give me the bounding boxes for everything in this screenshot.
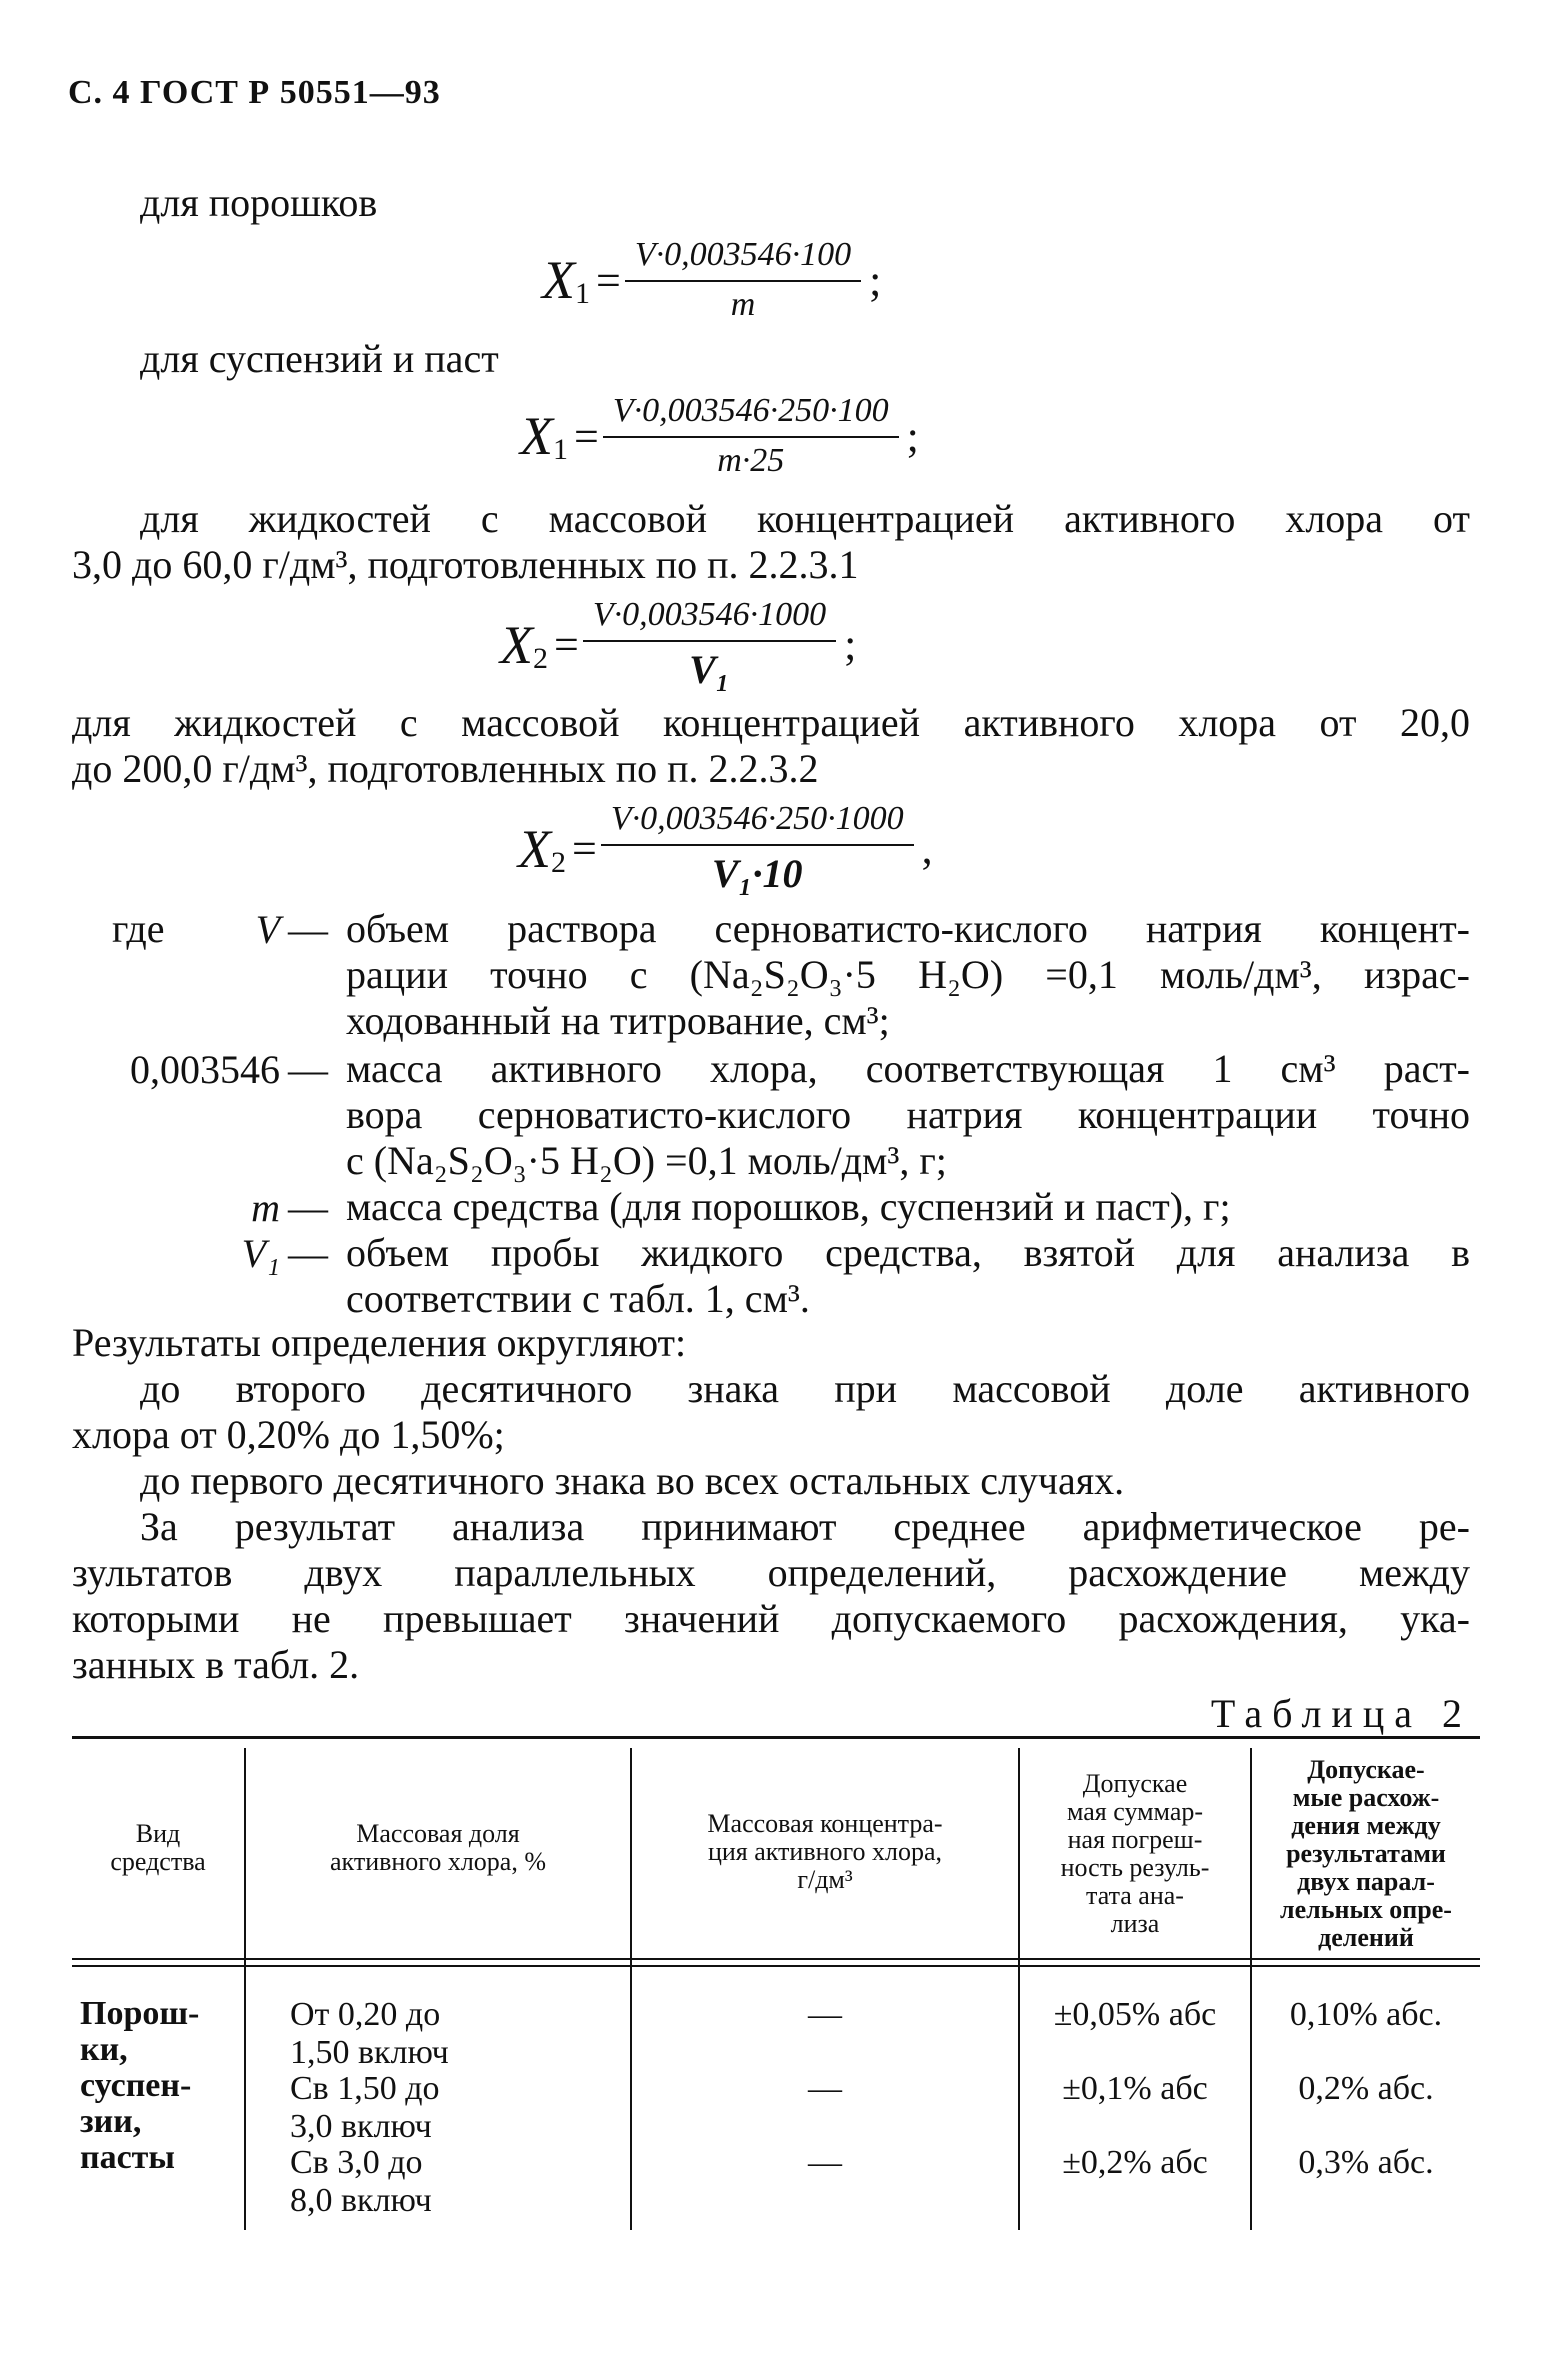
formula-denominator: m·25 <box>717 442 785 479</box>
table-cell-discrepancy: 0,10% абс. <box>1289 1996 1443 2033</box>
header-line: лиза <box>1110 1909 1160 1938</box>
def-line: вора серноватисто-кислого натрия концентрации точно <box>346 1092 1470 1137</box>
header-line: мая суммар- <box>1066 1797 1204 1826</box>
liquids2-line1: для жидкостей с массовой концентрацией активного хлора от 20,0 <box>72 700 1470 745</box>
formula-denominator: V₁ <box>689 647 730 692</box>
def-line: рации точно c (Na₂S₂O₃·5 H₂O) =0,1 моль/дм³, израс- <box>346 952 1470 997</box>
def-line: масса средства (для порошков, суспензий и паст), г; <box>346 1184 1231 1229</box>
table-cell-fraction <box>290 2144 432 2220</box>
def-dash: — <box>288 1231 328 1276</box>
formula-numerator: V·0,003546·1000 <box>583 596 836 642</box>
formula-x1-powders <box>542 236 881 324</box>
def-term-v1: V₁ <box>241 1231 280 1276</box>
header-line: делений <box>1318 1923 1414 1952</box>
table-cell-error: ±0,05% абс <box>1053 1996 1217 2033</box>
formula-eq: = <box>574 411 599 461</box>
type-line: ки, <box>80 2031 128 2068</box>
table-cell-concentration: — <box>808 1996 842 2033</box>
formula-var: X <box>518 818 551 879</box>
def-term-m: m <box>251 1185 280 1230</box>
formula-var: X <box>500 614 533 675</box>
header-line: активного хлора, % <box>330 1847 546 1876</box>
header-line: г/дм³ <box>797 1865 853 1894</box>
header-line: Массовая концентра- <box>707 1809 943 1838</box>
header-line: Вид <box>135 1819 181 1848</box>
table-caption: Таблица 2 <box>1210 1691 1472 1736</box>
table-cell-fraction <box>290 1996 449 2072</box>
formula-x2-liquids1 <box>500 596 856 693</box>
where-label: где <box>112 906 165 951</box>
table-cell-error: ±0,2% абс <box>1062 2144 1208 2181</box>
header-line: Массовая доля <box>356 1819 520 1848</box>
formula-x2-liquids2 <box>518 800 933 897</box>
def-line: ходованный на титрование, см³; <box>346 998 890 1043</box>
table-header-type <box>72 1820 244 1876</box>
formula-eq: = <box>572 824 597 873</box>
table-cell-fraction <box>290 2070 440 2146</box>
header-line: дения между <box>1291 1811 1441 1840</box>
formula-numerator: V·0,003546·100 <box>625 236 861 282</box>
header-line: двух парал- <box>1297 1867 1435 1896</box>
fraction-line: 8,0 включ <box>290 2182 432 2219</box>
header-line: результатами <box>1286 1839 1446 1868</box>
formula-eq: = <box>596 255 621 305</box>
table-cell-discrepancy: 0,3% абс. <box>1298 2144 1434 2181</box>
formula-sub: 2 <box>551 845 566 879</box>
result-line: занных в табл. 2. <box>72 1642 360 1687</box>
result-line: За результат анализа принимают среднее арифметическое ре- <box>140 1504 1470 1549</box>
def-desc-v <box>346 906 1470 1044</box>
def-dash: — <box>288 1047 328 1092</box>
header-line: тата ана- <box>1086 1881 1184 1910</box>
table-cell-concentration: — <box>808 2070 842 2107</box>
intro-powders: для порошков <box>140 180 378 225</box>
formula-var: X <box>520 406 553 466</box>
formula-end: , <box>921 824 933 873</box>
fraction-line: 3,0 включ <box>290 2108 432 2145</box>
result-line: которыми не превышает значений допускаемого расхождения, ука- <box>72 1596 1470 1641</box>
table-header-concentration <box>632 1810 1018 1894</box>
def-line: объем раствора серноватисто-кислого натрия концент- <box>346 906 1470 951</box>
header-line: ная погреш- <box>1067 1825 1203 1854</box>
table-header-discrepancy <box>1252 1756 1480 1952</box>
def-line: объем пробы жидкого средства, взятой для анализа в <box>346 1230 1470 1275</box>
formula-sub: 2 <box>533 641 548 675</box>
round-title: Результаты определения округляют: <box>72 1320 687 1365</box>
def-term-coefficient: 0,003546 <box>130 1047 280 1092</box>
header-line: Допускае <box>1082 1769 1188 1798</box>
header-line: средства <box>110 1847 206 1876</box>
formula-var: X <box>542 250 575 310</box>
table-header-fraction <box>246 1820 630 1876</box>
table-cell-error: ±0,1% абс <box>1062 2070 1208 2107</box>
formula-eq: = <box>554 620 579 669</box>
def-desc-coefficient <box>346 1046 1470 1184</box>
liquids1-line1: для жидкостей с массовой концентрацией активного хлора от <box>140 496 1470 541</box>
formula-fraction <box>583 596 836 693</box>
def-line: c (Na₂S₂O₃·5 H₂O) =0,1 моль/дм³, г; <box>346 1138 947 1183</box>
def-dash: — <box>288 1185 328 1230</box>
round1-line1: до второго десятичного знака при массовой доле активного <box>140 1366 1470 1411</box>
type-line: пасты <box>80 2139 175 2176</box>
table-header-error <box>1020 1770 1250 1938</box>
liquids1-line2: 3,0 до 60,0 г/дм³, подготовленных по п. 2.2.3.1 <box>72 542 859 587</box>
table-cell-discrepancy: 0,2% абс. <box>1298 2070 1434 2107</box>
liquids2-line2: до 200,0 г/дм³, подготовленных по п. 2.2.3.2 <box>72 746 819 791</box>
fraction-line: 1,50 включ <box>290 2034 449 2071</box>
formula-sub: 1 <box>553 433 568 466</box>
formula-fraction <box>625 236 861 324</box>
def-desc-v1 <box>346 1230 1470 1322</box>
formula-fraction <box>601 800 914 897</box>
def-line: масса активного хлора, соответствующая 1 см³ раст- <box>346 1046 1470 1091</box>
fraction-line: Св 3,0 до <box>290 2144 423 2181</box>
intro-suspensions: для суспензий и паст <box>140 336 499 381</box>
table-top-rule <box>72 1736 1480 1739</box>
formula-end: ; <box>844 620 857 669</box>
type-line: суспен- <box>80 2067 192 2104</box>
def-term-v: V <box>255 907 280 952</box>
header-line: лельных опре- <box>1280 1895 1452 1924</box>
def-line: соответствии с табл. 1, см³. <box>346 1276 810 1321</box>
table-cell-concentration: — <box>808 2144 842 2181</box>
formula-end: ; <box>906 411 919 461</box>
def-dash: — <box>288 907 328 952</box>
formula-denominator: m <box>730 286 756 323</box>
header-line: ция активного хлора, <box>707 1837 943 1866</box>
formula-numerator: V·0,003546·250·100 <box>603 392 899 438</box>
header-line: мые расхож- <box>1292 1783 1440 1812</box>
formula-numerator: V·0,003546·250·1000 <box>601 800 914 846</box>
formula-fraction <box>603 392 899 480</box>
round2: до первого десятичного знака во всех остальных случаях. <box>140 1458 1125 1503</box>
header-line: ность резуль- <box>1060 1853 1210 1882</box>
round1-line2: хлора от 0,20% до 1,50%; <box>72 1412 505 1457</box>
header-line: Допускае- <box>1307 1755 1425 1784</box>
fraction-line: От 0,20 до <box>290 1996 441 2033</box>
formula-denominator: V₁·10 <box>711 851 803 896</box>
type-line: зии, <box>80 2103 142 2140</box>
table-header-rule <box>72 1958 1480 1960</box>
def-desc-m <box>346 1184 1231 1230</box>
fraction-line: Св 1,50 до <box>290 2070 440 2107</box>
formula-end: ; <box>869 255 882 305</box>
table-cell-type <box>80 1996 199 2176</box>
result-line: зультатов двух параллельных определений, расхождение между <box>72 1550 1470 1595</box>
type-line: Порош- <box>80 1995 200 2032</box>
formula-x1-suspensions <box>520 392 919 480</box>
page-header: С. 4 ГОСТ Р 50551—93 <box>68 74 441 111</box>
formula-sub: 1 <box>575 277 590 310</box>
table-header-rule <box>72 1965 1480 1967</box>
